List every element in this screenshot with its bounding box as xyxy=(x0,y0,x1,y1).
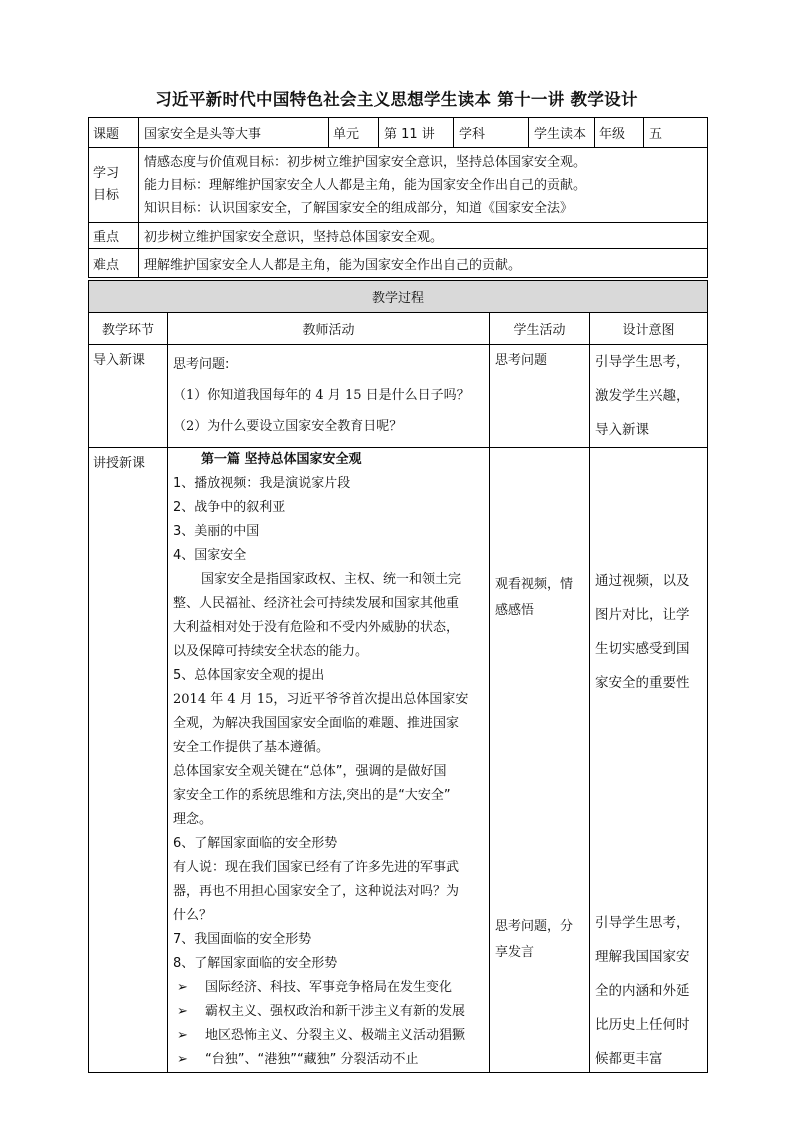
key-point-label: 重点 xyxy=(89,223,139,249)
subject-value: 学生读本 xyxy=(529,118,595,148)
lecture-item: 6、了解国家面临的安全形势 xyxy=(173,836,338,851)
lecture-heading: 第一篇 坚持总体国家安全观 xyxy=(201,452,362,467)
lecture-item: 2、战争中的叙利亚 xyxy=(173,500,286,515)
header-step: 教学环节 xyxy=(89,313,168,345)
column-header-row xyxy=(89,313,708,345)
bullet-item: ➢ 国际经济、科技、军事竞争格局在发生变化 xyxy=(173,976,484,1000)
intro-question-2: （2）为什么要设立国家安全教育日呢？ xyxy=(173,419,403,434)
bullet-item: ➢ 霸权主义、强权政治和新干涉主义有新的发展 xyxy=(173,1000,484,1024)
course-info-table xyxy=(88,117,708,278)
intro-step: 导入新课 xyxy=(89,345,168,448)
arrow-bullet-icon: ➢ xyxy=(177,1004,188,1019)
paragraph-line: 家安全工作的系统思维和方法,突出的是“大安全” xyxy=(173,788,451,803)
lecture-row xyxy=(89,448,708,1073)
header-intent: 设计意图 xyxy=(590,313,708,345)
paragraph-line: 理念。 xyxy=(173,812,213,827)
unit-value: 第 11 讲 xyxy=(379,118,454,148)
goal-emotion: 情感态度与价值观目标：初步树立维护国家安全意识，坚持总体国家安全观。 xyxy=(144,154,587,170)
difficulty-value: 理解维护国家安全人人都是主角，能为国家安全作出自己的贡献。 xyxy=(139,249,708,278)
paragraph-line: 安全工作提供了基本遵循。 xyxy=(173,740,330,755)
paragraph-line: 全观，为解决我国国家安全面临的难题、推进国家 xyxy=(173,716,460,731)
paragraph-line: 器，再也不用担心国家安全了，这种说法对吗？为 xyxy=(173,884,460,899)
intro-question-heading: 思考问题: xyxy=(173,357,230,372)
paragraph-line: 2014 年 4 月 15，习近平爷爷首次提出总体国家安 xyxy=(173,692,469,707)
paragraph-line: 有人说：现在我们国家已经有了许多先进的军事武 xyxy=(173,860,460,875)
bullet-item: ➢ 地区恐怖主义、分裂主义、极端主义活动猖獗 xyxy=(173,1024,484,1048)
document-title: 习近平新时代中国特色社会主义思想学生读本 第十一讲 教学设计 xyxy=(155,90,638,109)
arrow-bullet-icon: ➢ xyxy=(177,1028,188,1043)
arrow-bullet-icon: ➢ xyxy=(177,980,188,995)
goals-content xyxy=(139,148,708,223)
header-student: 学生活动 xyxy=(490,313,590,345)
lecture-item: 3、美丽的中国 xyxy=(173,524,260,539)
student-activity-2: 思考问题，分享发言 xyxy=(495,919,574,960)
info-row xyxy=(89,118,708,148)
security-definition-line: 整、人民福祉、经济社会可持续发展和国家其他重 xyxy=(173,596,460,611)
lecture-item: 5、总体国家安全观的提出 xyxy=(173,668,325,683)
difficulty-label: 难点 xyxy=(89,249,139,278)
subject-label: 学科 xyxy=(454,118,529,148)
goal-ability: 能力目标：理解维护国家安全人人都是主角，能为国家安全作出自己的贡献。 xyxy=(144,177,587,193)
difficulty-row xyxy=(89,249,708,278)
intro-student: 思考问题 xyxy=(490,345,590,448)
topic-label: 课题 xyxy=(89,118,139,148)
security-definition-line: 以及保障可持续安全状态的能力。 xyxy=(173,644,369,659)
paragraph-line: 总体国家安全观关键在“总体”，强调的是做好国 xyxy=(173,764,447,779)
lecture-item: 1、播放视频：我是演说家片段 xyxy=(173,476,351,491)
bullet-item: ➢ “台独”、“港独”“藏独” 分裂活动不止 xyxy=(173,1048,484,1072)
lecture-step: 讲授新课 xyxy=(89,448,168,1073)
intro-teacher xyxy=(168,345,490,448)
student-activity-1: 观看视频，情感感悟 xyxy=(495,577,574,618)
design-intent-2: 引导学生思考，理解我国国家安全的内涵和外延比历史上任何时候都更丰富 xyxy=(595,915,690,1067)
arrow-bullet-icon: ➢ xyxy=(177,1052,188,1067)
section-title: 教学过程 xyxy=(89,281,708,313)
header-teacher: 教师活动 xyxy=(168,313,490,345)
grade-label: 年级 xyxy=(595,118,644,148)
topic-value: 国家安全是头等大事 xyxy=(139,118,329,148)
security-definition-line: 大利益相对处于没有危险和不受内外威胁的状态， xyxy=(173,620,460,635)
grade-value: 五 xyxy=(644,118,708,148)
paragraph-line: 什么？ xyxy=(173,908,213,923)
security-definition-line: 国家安全是指国家政权、主权、统一和领土完 xyxy=(201,572,462,587)
lecture-item: 8、了解国家面临的安全形势 xyxy=(173,956,338,971)
lecture-intent xyxy=(590,448,708,1073)
key-point-value: 初步树立维护国家安全意识，坚持总体国家安全观。 xyxy=(139,223,708,249)
lecture-student xyxy=(490,448,590,1073)
intro-intent: 引导学生思考，激发学生兴趣，导入新课 xyxy=(590,345,708,448)
lecture-item: 4、国家安全 xyxy=(173,548,247,563)
intro-row xyxy=(89,345,708,448)
goals-row xyxy=(89,148,708,223)
lecture-teacher xyxy=(168,448,490,1073)
goals-label: 学习 目标 xyxy=(89,148,139,223)
section-header-row xyxy=(89,281,708,313)
teaching-process-table xyxy=(88,280,708,1073)
key-point-row xyxy=(89,223,708,249)
lecture-item: 7、我国面临的安全形势 xyxy=(173,932,312,947)
unit-label: 单元 xyxy=(329,118,379,148)
design-intent-1: 通过视频，以及图片对比，让学生切实感受到国家安全的重要性 xyxy=(595,573,690,691)
goal-knowledge: 知识目标：认识国家安全，了解国家安全的组成部分，知道《国家安全法》 xyxy=(144,200,574,216)
intro-question-1: （1）你知道我国每年的 4 月 15 日是什么日子吗？ xyxy=(173,388,470,403)
